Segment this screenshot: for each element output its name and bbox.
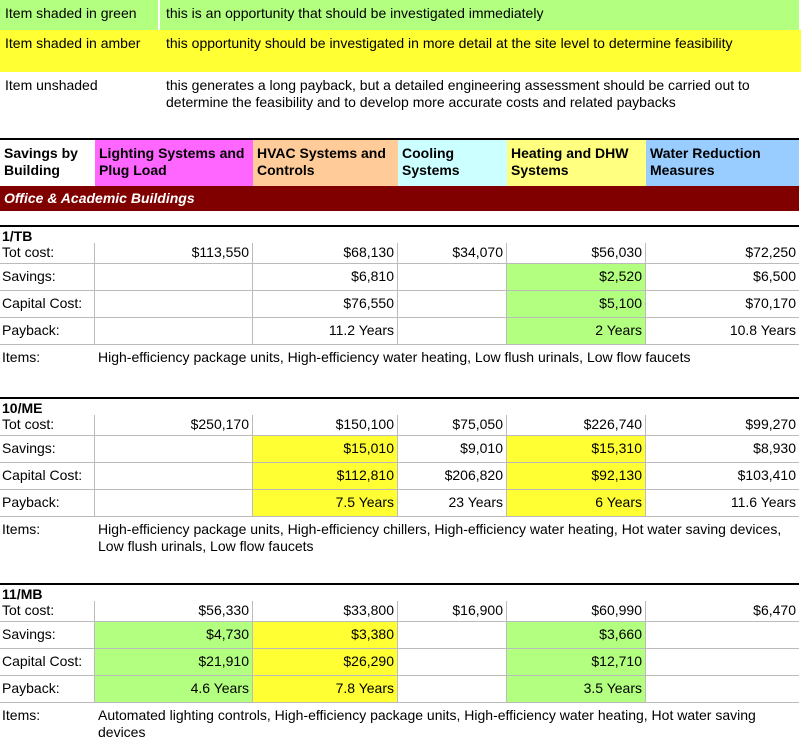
table-cell: 23 Years — [398, 490, 507, 516]
table-cell: 3.5 Years — [507, 676, 646, 702]
table-row — [0, 462, 799, 489]
row-label: Savings: — [0, 436, 95, 462]
items-row — [0, 516, 799, 555]
table-cell: $9,010 — [398, 436, 507, 462]
table-header — [0, 138, 799, 186]
row-label: Tot cost: — [0, 243, 95, 263]
table-cell: 10.8 Years — [729, 322, 796, 338]
row-label: Payback: — [0, 490, 95, 516]
table-cell — [95, 436, 253, 462]
row-label: Items: — [2, 521, 41, 537]
row-label: Items: — [2, 349, 41, 365]
table-cell: $26,290 — [253, 649, 398, 675]
legend-description: this opportunity should be investigated in more detail at the site level to determine feasibility — [166, 35, 733, 51]
legend-key: Item shaded in green — [0, 0, 160, 30]
table-cell: $2,520 — [507, 264, 646, 290]
legend-description: this is an opportunity that should be investigated immediately — [160, 0, 801, 30]
table-cell — [95, 318, 253, 344]
table-row — [0, 317, 799, 344]
legend-green-row — [0, 0, 801, 30]
table-cell: 7.5 Years — [253, 490, 398, 516]
table-cell: $4,730 — [95, 622, 253, 648]
legend-unshaded-row — [0, 72, 801, 120]
table-row — [0, 263, 799, 290]
row-label: Items: — [2, 707, 41, 723]
table-cell: $5,100 — [507, 291, 646, 317]
table-cell: 6 Years — [507, 490, 646, 516]
row-label: Savings: — [0, 622, 95, 648]
header-savings-by-building: Savings by Building — [0, 140, 95, 186]
table-cell: $34,070 — [398, 243, 507, 263]
table-cell: $15,010 — [253, 436, 398, 462]
table-row — [0, 621, 799, 648]
building-name: 1/TB — [2, 228, 33, 244]
header-hvac-systems: HVAC Systems and Controls — [253, 140, 398, 186]
row-label: Payback: — [0, 676, 95, 702]
savings-table — [0, 138, 799, 745]
table-cell: 2 Years — [507, 318, 646, 344]
table-row — [0, 489, 799, 516]
table-cell: $56,330 — [95, 601, 253, 621]
table-cell: $112,810 — [253, 463, 398, 489]
legend-description: this generates a long payback, but a detailed engineering assessment should be carried out to determine the feasibility and to develop more accurate costs and related paybacks — [166, 77, 750, 110]
table-cell: $16,900 — [398, 601, 507, 621]
header-water-reduction: Water Reduction Measures — [646, 140, 799, 186]
items-row — [0, 344, 799, 366]
table-cell — [646, 676, 799, 702]
row-label: Capital Cost: — [0, 291, 95, 317]
table-row — [0, 290, 799, 317]
table-cell: $8,930 — [753, 440, 796, 456]
items-row — [0, 702, 799, 741]
table-cell — [95, 291, 253, 317]
row-label: Payback: — [0, 318, 95, 344]
items-text: Automated lighting controls, High-efficiency package units, High-efficiency water heating, Hot water saving devices — [98, 707, 756, 740]
table-cell: $75,050 — [398, 415, 507, 435]
table-cell — [95, 463, 253, 489]
building-name: 11/MB — [2, 586, 43, 602]
table-cell: $250,170 — [95, 415, 253, 435]
header-heating-dhw-systems: Heating and DHW Systems — [507, 140, 646, 186]
table-cell — [398, 649, 507, 675]
table-cell: $3,660 — [507, 622, 646, 648]
table-cell — [95, 264, 253, 290]
table-cell: 4.6 Years — [95, 676, 253, 702]
header-cooling-systems: Cooling Systems — [398, 140, 507, 186]
table-cell: $33,800 — [253, 601, 398, 621]
building-block — [0, 397, 799, 571]
table-cell: $206,820 — [398, 463, 507, 489]
table-cell: 7.8 Years — [253, 676, 398, 702]
row-label: Capital Cost: — [0, 649, 95, 675]
building-block — [0, 225, 799, 385]
table-cell: $3,380 — [253, 622, 398, 648]
items-text: High-efficiency package units, High-efficiency water heating, Low flush urinals, Low flow faucets — [98, 349, 691, 365]
items-text: High-efficiency package units, High-efficiency chillers, High-efficiency water heating, Hot water saving devices, Low flush urinals, Low flow faucets — [98, 521, 782, 554]
table-cell: 11.2 Years — [253, 318, 398, 344]
table-cell: $92,130 — [507, 463, 646, 489]
table-cell — [646, 649, 799, 675]
table-cell: $99,270 — [745, 416, 796, 432]
legend — [0, 0, 801, 120]
table-cell: $12,710 — [507, 649, 646, 675]
table-cell: $21,910 — [95, 649, 253, 675]
table-cell: $15,310 — [507, 436, 646, 462]
table-cell — [646, 622, 799, 648]
table-cell: $113,550 — [95, 243, 253, 263]
table-cell: $68,130 — [253, 243, 398, 263]
table-row — [0, 648, 799, 675]
legend-amber-row — [0, 30, 801, 72]
legend-key: Item unshaded — [5, 77, 98, 93]
table-cell: $103,410 — [737, 467, 796, 483]
table-cell: $76,550 — [253, 291, 398, 317]
table-cell: $60,990 — [507, 601, 646, 621]
table-cell: $72,250 — [745, 244, 796, 260]
table-cell — [398, 291, 507, 317]
table-cell — [398, 622, 507, 648]
row-label: Capital Cost: — [0, 463, 95, 489]
table-cell: $150,100 — [253, 415, 398, 435]
section-title: Office & Academic Buildings — [0, 186, 799, 211]
table-cell — [398, 318, 507, 344]
table-cell: $6,470 — [753, 602, 796, 618]
row-label: Tot cost: — [0, 601, 95, 621]
row-label: Savings: — [0, 264, 95, 290]
table-cell — [398, 676, 507, 702]
table-cell: $56,030 — [507, 243, 646, 263]
building-block — [0, 583, 799, 745]
table-row — [0, 675, 799, 702]
table-cell: $6,810 — [253, 264, 398, 290]
table-cell — [95, 490, 253, 516]
table-cell: $70,170 — [745, 295, 796, 311]
header-lighting-systems: Lighting Systems and Plug Load — [95, 140, 253, 186]
table-cell: $226,740 — [507, 415, 646, 435]
legend-key: Item shaded in amber — [5, 35, 141, 51]
table-row — [0, 435, 799, 462]
table-cell — [398, 264, 507, 290]
table-row — [0, 243, 799, 263]
row-label: Tot cost: — [0, 415, 95, 435]
table-cell: 11.6 Years — [730, 494, 796, 510]
table-row — [0, 415, 799, 435]
table-row — [0, 601, 799, 621]
table-cell: $6,500 — [753, 268, 796, 284]
building-name: 10/ME — [2, 400, 43, 416]
